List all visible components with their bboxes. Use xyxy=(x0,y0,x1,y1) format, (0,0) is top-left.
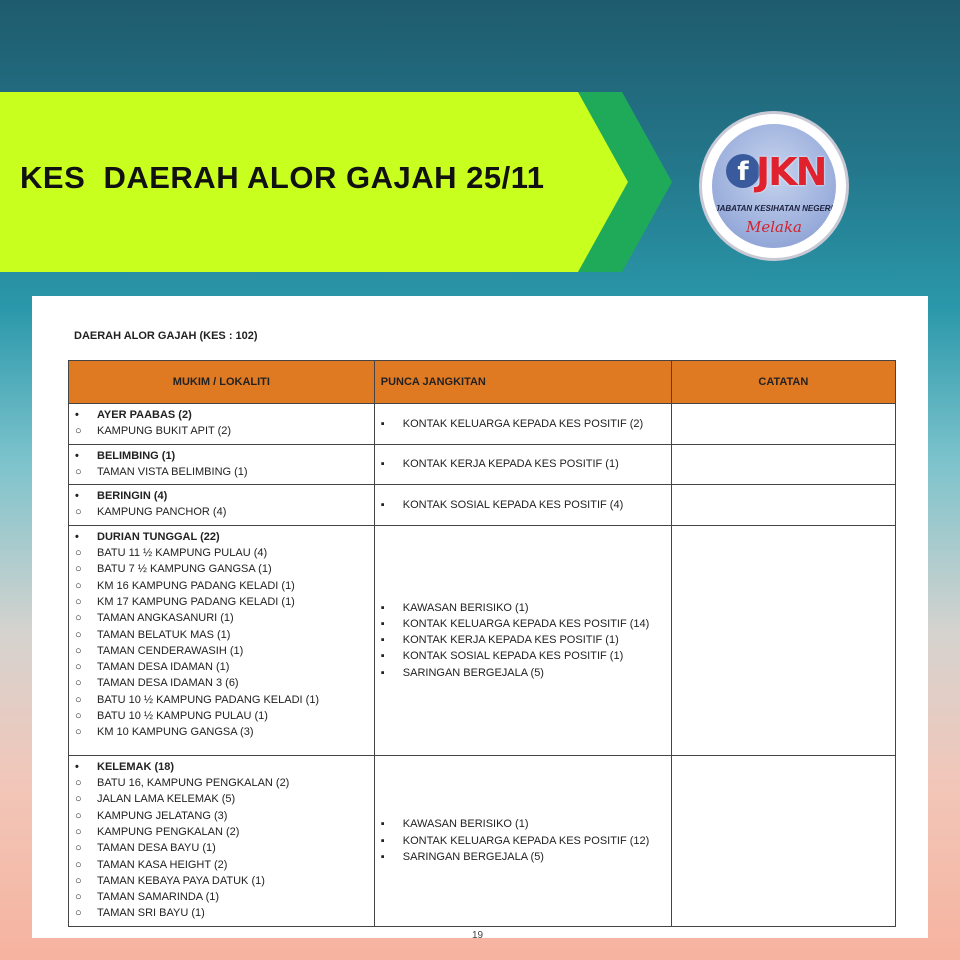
mukim-label: DURIAN TUNGGAL (22) xyxy=(97,530,220,543)
source-label: KAWASAN BERISIKO (1) xyxy=(402,818,529,831)
bullet-square-icon: ▪ xyxy=(380,818,385,831)
locality-label: KAMPUNG PANCHOR (4) xyxy=(97,506,227,519)
source-label: SARINGAN BERGEJALA (5) xyxy=(402,666,544,679)
bullet-circle-icon: ○ xyxy=(75,465,82,478)
locality-label: TAMAN VISTA BELIMBING (1) xyxy=(97,465,248,478)
locality-label: TAMAN SRI BAYU (1) xyxy=(97,907,205,920)
bullet-circle-icon: ○ xyxy=(75,809,82,822)
bullet-circle-icon: ○ xyxy=(75,506,82,519)
source-item xyxy=(381,849,671,865)
locality-item xyxy=(75,889,374,905)
source-item xyxy=(381,616,671,632)
locality-label: KAMPUNG PENGKALAN (2) xyxy=(97,825,240,838)
bullet-disc-icon: • xyxy=(75,760,79,773)
table-row xyxy=(69,404,896,445)
locality-label: BATU 7 ½ KAMPUNG GANGSA (1) xyxy=(97,563,272,576)
locality-item xyxy=(75,775,374,791)
locality-label: BATU 10 ½ KAMPUNG PULAU (1) xyxy=(97,710,268,723)
table-row xyxy=(69,485,896,526)
locality-item xyxy=(75,561,374,577)
bullet-circle-icon: ○ xyxy=(75,858,82,871)
bullet-square-icon: ▪ xyxy=(380,834,385,847)
cell-mukim-lokaliti xyxy=(69,444,375,485)
bullet-disc-icon: • xyxy=(75,409,79,421)
bullet-square-icon: ▪ xyxy=(380,850,385,863)
locality-item xyxy=(75,824,374,840)
source-item xyxy=(381,632,671,648)
cell-mukim-lokaliti xyxy=(69,525,375,755)
bullet-square-icon: ▪ xyxy=(380,617,385,630)
logo-name: JKN xyxy=(756,150,826,194)
locality-label: TAMAN CENDERAWASIH (1) xyxy=(97,644,244,657)
locality-label: TAMAN KEBAYA PAYA DATUK (1) xyxy=(97,874,265,887)
source-label: KONTAK KERJA KEPADA KES POSITIF (1) xyxy=(402,458,619,471)
bullet-square-icon: ▪ xyxy=(380,601,385,614)
source-label: KONTAK KERJA KEPADA KES POSITIF (1) xyxy=(402,634,619,647)
locality-label: BATU 10 ½ KAMPUNG PADANG KELADI (1) xyxy=(97,693,320,706)
logo-subtitle: JABATAN KESIHATAN NEGERI xyxy=(715,204,833,213)
locality-item xyxy=(75,840,374,856)
source-item xyxy=(381,600,671,616)
cell-catatan xyxy=(671,755,895,926)
banner-title: KES DAERAH ALOR GAJAH 25/11 xyxy=(20,160,545,195)
locality-label: KAMPUNG BUKIT APIT (2) xyxy=(97,425,232,438)
locality-item xyxy=(75,675,374,691)
bullet-circle-icon: ○ xyxy=(75,579,82,592)
case-table xyxy=(68,360,896,927)
mukim-item xyxy=(75,448,374,464)
locality-item xyxy=(75,708,374,724)
bullet-circle-icon: ○ xyxy=(75,793,82,806)
source-label: KAWASAN BERISIKO (1) xyxy=(402,601,529,614)
column-header-catatan: CATATAN xyxy=(671,361,895,404)
bullet-circle-icon: ○ xyxy=(75,425,82,438)
mukim-label: AYER PAABAS (2) xyxy=(97,409,192,421)
locality-item xyxy=(75,423,374,439)
locality-item xyxy=(75,791,374,807)
bullet-circle-icon: ○ xyxy=(75,710,82,723)
cell-catatan xyxy=(671,525,895,755)
cell-mukim-lokaliti xyxy=(69,485,375,526)
mukim-label: BERINGIN (4) xyxy=(97,490,168,503)
bullet-disc-icon: • xyxy=(75,490,79,503)
locality-label: BATU 11 ½ KAMPUNG PULAU (4) xyxy=(97,547,268,560)
bullet-circle-icon: ○ xyxy=(75,547,82,560)
locality-label: TAMAN BELATUK MAS (1) xyxy=(97,628,231,641)
mukim-item xyxy=(75,529,374,545)
locality-item xyxy=(75,659,374,675)
jkn-logo xyxy=(702,114,846,258)
table-row xyxy=(69,525,896,755)
bullet-square-icon: ▪ xyxy=(380,498,385,511)
cell-punca-jangkitan xyxy=(374,404,671,445)
bullet-square-icon: ▪ xyxy=(380,666,385,679)
bullet-circle-icon: ○ xyxy=(75,825,82,838)
locality-item xyxy=(75,692,374,708)
locality-label: TAMAN SAMARINDA (1) xyxy=(97,891,220,904)
bullet-circle-icon: ○ xyxy=(75,874,82,887)
locality-label: KAMPUNG JELATANG (3) xyxy=(97,809,228,822)
cell-punca-jangkitan xyxy=(374,444,671,485)
page-number: 19 xyxy=(472,930,484,941)
locality-item xyxy=(75,464,374,480)
locality-item xyxy=(75,643,374,659)
mukim-item xyxy=(75,407,374,423)
locality-item xyxy=(75,504,374,520)
source-label: KONTAK KELUARGA KEPADA KES POSITIF (14) xyxy=(402,617,650,630)
source-label: SARINGAN BERGEJALA (5) xyxy=(402,850,544,863)
source-label: KONTAK SOSIAL KEPADA KES POSITIF (1) xyxy=(402,650,624,663)
source-item xyxy=(381,416,671,432)
locality-item xyxy=(75,578,374,594)
bullet-circle-icon: ○ xyxy=(75,891,82,904)
locality-label: KM 17 KAMPUNG PADANG KELADI (1) xyxy=(97,595,295,608)
locality-label: TAMAN KASA HEIGHT (2) xyxy=(97,858,228,871)
cell-mukim-lokaliti xyxy=(69,755,375,926)
mukim-item xyxy=(75,488,374,504)
bullet-square-icon: ▪ xyxy=(380,650,385,663)
locality-label: TAMAN DESA IDAMAN (1) xyxy=(97,661,230,674)
mukim-label: BELIMBING (1) xyxy=(97,449,176,462)
table-row xyxy=(69,444,896,485)
table-header-row xyxy=(69,361,896,404)
source-item xyxy=(381,648,671,664)
document-heading: DAERAH ALOR GAJAH (KES : 102) xyxy=(74,330,258,342)
bullet-circle-icon: ○ xyxy=(75,628,82,641)
source-item xyxy=(381,665,671,681)
bullet-circle-icon: ○ xyxy=(75,907,82,920)
cell-catatan xyxy=(671,444,895,485)
source-label: KONTAK KELUARGA KEPADA KES POSITIF (12) xyxy=(402,834,650,847)
locality-item xyxy=(75,610,374,626)
bullet-circle-icon: ○ xyxy=(75,612,82,625)
locality-label: TAMAN ANGKASANURI (1) xyxy=(97,612,234,625)
source-item xyxy=(381,456,671,472)
bullet-circle-icon: ○ xyxy=(75,661,82,674)
logo-script: Melaka xyxy=(745,218,802,236)
bullet-circle-icon: ○ xyxy=(75,693,82,706)
locality-label: JALAN LAMA KELEMAK (5) xyxy=(97,793,236,806)
bullet-circle-icon: ○ xyxy=(75,842,82,855)
locality-label: BATU 16, KAMPUNG PENGKALAN (2) xyxy=(97,777,290,790)
locality-item xyxy=(75,545,374,561)
source-item xyxy=(381,497,671,513)
table-row xyxy=(69,755,896,926)
bullet-circle-icon: ○ xyxy=(75,777,82,790)
bullet-circle-icon: ○ xyxy=(75,563,82,576)
locality-label: TAMAN DESA IDAMAN 3 (6) xyxy=(97,677,239,690)
mukim-item xyxy=(75,759,374,775)
table-body xyxy=(69,404,896,927)
column-header-mukim: MUKIM / LOKALITI xyxy=(69,361,375,404)
column-header-punca: PUNCA JANGKITAN xyxy=(374,361,671,404)
bullet-disc-icon: • xyxy=(75,449,79,462)
locality-item xyxy=(75,873,374,889)
locality-item xyxy=(75,905,374,921)
locality-item xyxy=(75,594,374,610)
cell-catatan xyxy=(671,404,895,445)
cell-punca-jangkitan xyxy=(374,485,671,526)
mukim-label: KELEMAK (18) xyxy=(97,760,175,773)
cell-punca-jangkitan xyxy=(374,525,671,755)
bullet-circle-icon: ○ xyxy=(75,644,82,657)
source-label: KONTAK SOSIAL KEPADA KES POSITIF (4) xyxy=(402,498,624,511)
facebook-icon: f xyxy=(726,154,760,188)
bullet-square-icon: ▪ xyxy=(380,634,385,647)
locality-label: KM 10 KAMPUNG GANGSA (3) xyxy=(97,726,254,739)
bullet-circle-icon: ○ xyxy=(75,677,82,690)
cell-mukim-lokaliti xyxy=(69,404,375,445)
cell-catatan xyxy=(671,485,895,526)
locality-item xyxy=(75,857,374,873)
bullet-square-icon: ▪ xyxy=(380,417,385,430)
locality-item xyxy=(75,724,374,740)
bullet-circle-icon: ○ xyxy=(75,595,82,608)
locality-label: KM 16 KAMPUNG PADANG KELADI (1) xyxy=(97,579,295,592)
bullet-square-icon: ▪ xyxy=(380,458,385,471)
cell-punca-jangkitan xyxy=(374,755,671,926)
locality-item xyxy=(75,808,374,824)
source-item xyxy=(381,833,671,849)
locality-label: TAMAN DESA BAYU (1) xyxy=(97,842,216,855)
bullet-disc-icon: • xyxy=(75,530,79,543)
bullet-circle-icon: ○ xyxy=(75,726,82,739)
source-item xyxy=(381,816,671,832)
source-label: KONTAK KELUARGA KEPADA KES POSITIF (2) xyxy=(402,417,644,430)
locality-item xyxy=(75,627,374,643)
